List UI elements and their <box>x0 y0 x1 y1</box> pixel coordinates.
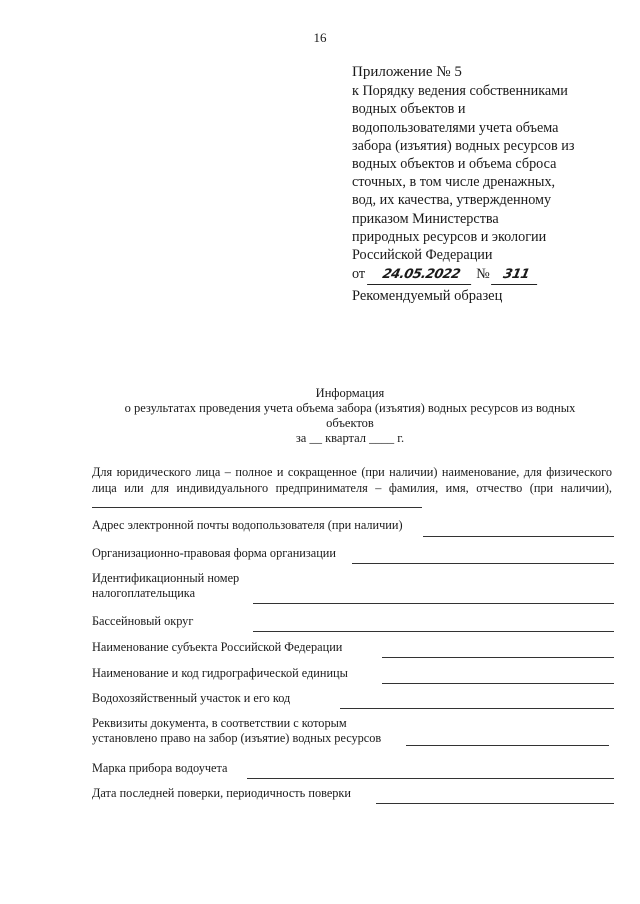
applicant-label: Для юридического лица – полное и сокращенное (при наличии) наименование, для физического лица или для индивидуального предпринимателя – фамилия, имя, отчество (при наличии), <box>92 465 612 495</box>
org-form-label: Организационно-правовая форма организации <box>92 546 336 560</box>
info-heading-block <box>90 386 610 446</box>
appendix-line: сточных, в том числе дренажных, <box>352 174 556 191</box>
hydro-unit-label: Наименование и код гидрографической единицы <box>92 666 348 680</box>
water-section-label: Водохозяйственный участок и его код <box>92 691 291 705</box>
meter-row <box>92 761 614 776</box>
info-heading: Информация <box>315 386 385 400</box>
org-form-input-line[interactable] <box>352 563 614 564</box>
appendix-line: забора (изъятия) водных ресурсов из <box>352 137 575 154</box>
appendix-line: приказом Министерства <box>352 210 499 227</box>
water-section-input-line[interactable] <box>340 708 614 709</box>
appendix-line: Российской Федерации <box>352 247 493 264</box>
appendix-line: к Порядку ведения собственниками <box>352 83 568 100</box>
subject-row <box>92 640 614 655</box>
info-subtitle-cont: объектов <box>326 416 374 430</box>
org-form-row <box>92 546 614 561</box>
email-label: Адрес электронной почты водопользователя (при наличии) <box>92 518 403 532</box>
appendix-line: природных ресурсов и экологии <box>352 228 547 245</box>
document-label: Реквизиты документа, в соответствии с которым <box>92 716 347 730</box>
verification-row <box>92 786 614 801</box>
appendix-title: Приложение № 5 <box>352 64 462 80</box>
basin-row <box>92 614 614 629</box>
handwritten-date: 24.05.2022 <box>367 266 475 285</box>
basin-label: Бассейновый округ <box>92 614 194 628</box>
inn-label-cont: налогоплательщика <box>92 586 196 600</box>
email-row <box>92 518 614 533</box>
verification-input-line[interactable] <box>376 803 614 804</box>
inn-input-line[interactable] <box>253 603 614 604</box>
document-row <box>92 716 614 746</box>
appendix-header <box>352 63 632 285</box>
appendix-line: водопользователями учета объема <box>352 119 559 136</box>
hydro-unit-row <box>92 666 614 681</box>
recommended-sample-label: Рекомендуемый образец <box>352 288 503 304</box>
appendix-line: водных объектов и объема сброса <box>352 156 557 173</box>
water-section-row <box>92 691 614 706</box>
document-label-cont: установлено право на забор (изъятие) водных ресурсов <box>92 731 382 745</box>
applicant-input-line[interactable] <box>92 496 422 508</box>
hydro-unit-input-line[interactable] <box>382 683 614 684</box>
basin-input-line[interactable] <box>253 631 614 632</box>
appendix-line: вод, их качества, утвержденному <box>352 192 552 209</box>
number-sign: № <box>476 266 490 283</box>
document-input-line[interactable] <box>406 745 609 746</box>
page-number: 16 <box>313 30 327 45</box>
meter-input-line[interactable] <box>247 778 614 779</box>
verification-label: Дата последней поверки, периодичность поверки <box>92 786 351 800</box>
applicant-name-field <box>92 464 612 512</box>
subject-label: Наименование субъекта Российской Федерации <box>92 640 343 654</box>
info-subtitle: о результатах проведения учета объема забора (изъятия) водных ресурсов из водных <box>124 401 576 415</box>
meter-label: Марка прибора водоучета <box>92 761 228 775</box>
appendix-line: водных объектов и <box>352 101 466 118</box>
handwritten-number: 311 <box>491 266 541 285</box>
inn-label: Идентификационный номер <box>92 571 240 585</box>
date-prefix: от <box>352 266 366 283</box>
info-period: за __ квартал ____ г. <box>295 431 405 445</box>
inn-row <box>92 571 614 601</box>
email-input-line[interactable] <box>423 536 614 537</box>
order-reference <box>352 265 632 285</box>
subject-input-line[interactable] <box>382 657 614 658</box>
